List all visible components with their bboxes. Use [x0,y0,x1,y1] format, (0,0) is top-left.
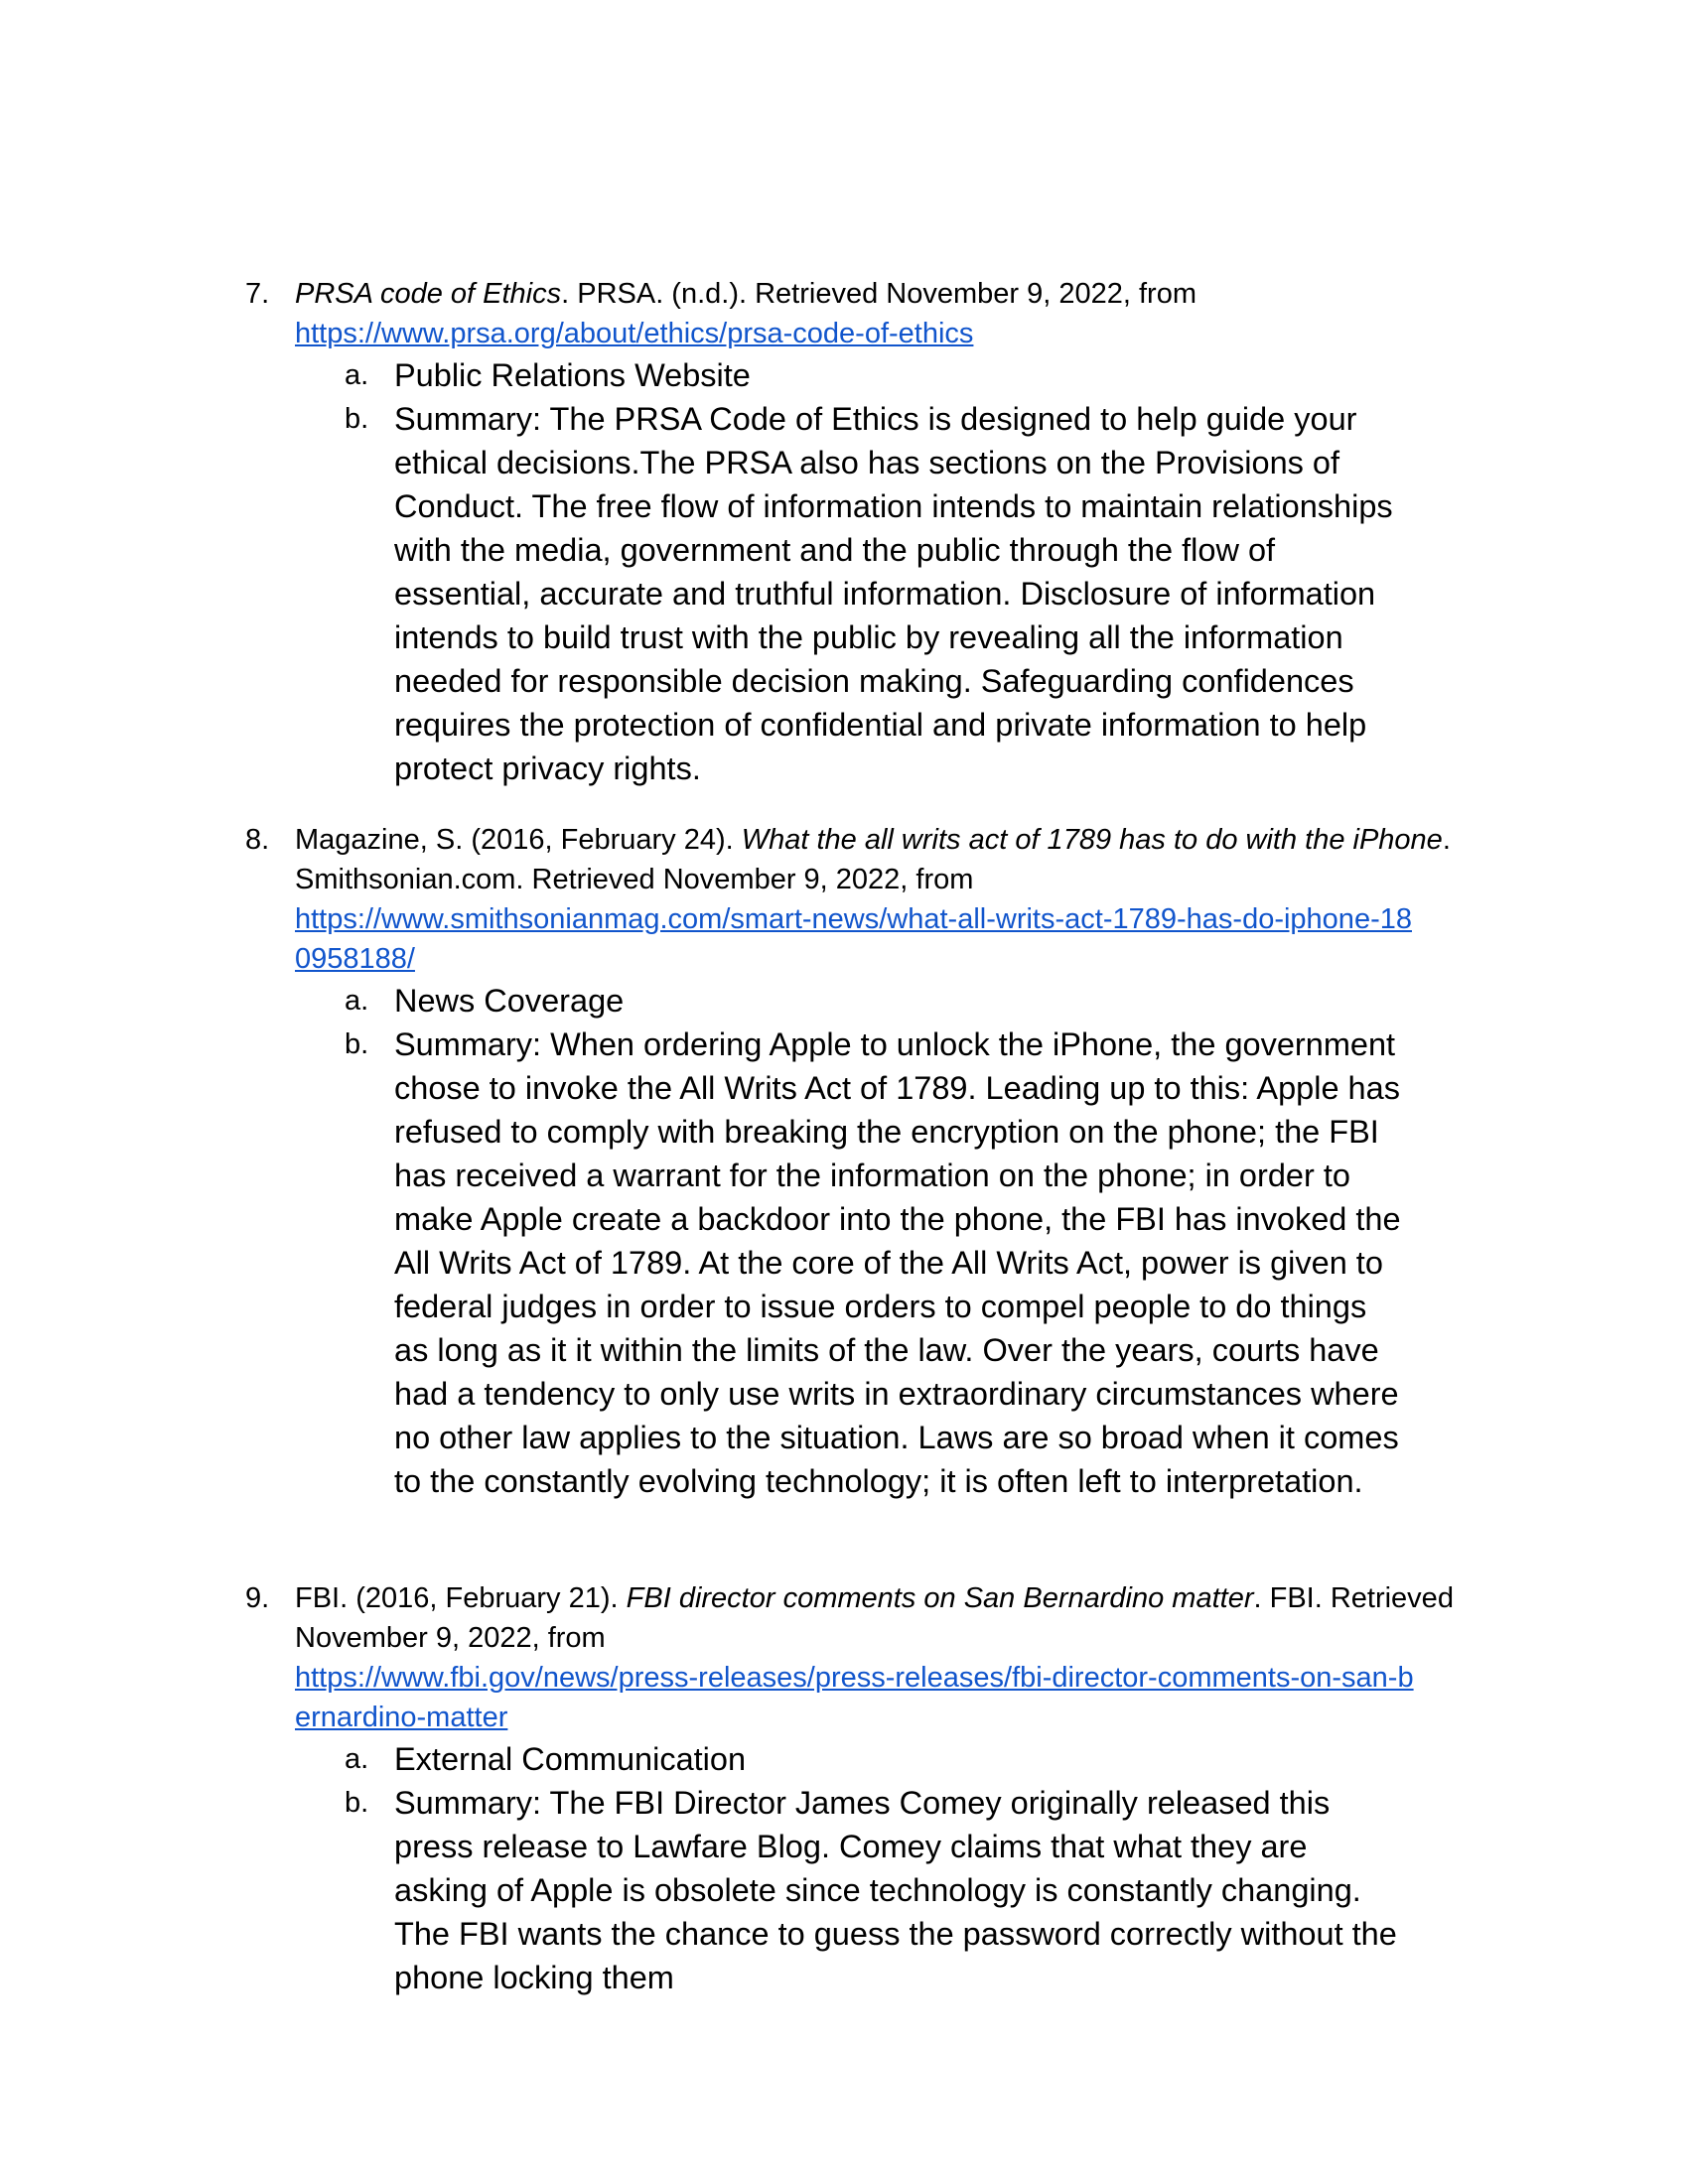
citation-text: . Smithsonian.com. Retrieved November 9, 2022, from [295,824,1451,895]
list-item [345,353,1407,397]
source-link[interactable]: https://www.fbi.gov/news/press-releases/press-releases/fbi-director-comments-on-san-b ernardino-matter [295,1662,1414,1733]
source-link[interactable]: https://www.prsa.org/about/ethics/prsa-code-of-ethics [295,318,974,349]
annotation-list [245,1737,1496,1999]
entry-number: 9. [245,1582,270,1614]
item-letter: b. [345,403,369,435]
source-link[interactable]: https://www.smithsonianmag.com/smart-news/what-all-writs-act-1789-has-do-iphone-18 0958188/ [295,903,1412,975]
citation-title: What the all writs act of 1789 has to do with the iPhone [741,824,1443,856]
list-item [345,1781,1407,1999]
list-item [345,979,1407,1023]
citation-title: FBI director comments on San Bernardino matter [626,1582,1254,1614]
citation-text: . FBI. Retrieved November 9, 2022, from [295,1582,1454,1654]
citation [295,1578,1477,1737]
citation-text: FBI. (2016, February 21). [295,1582,627,1614]
item-letter: b. [345,1028,369,1060]
reference-entry-8 [245,820,1496,1503]
item-letter: b. [345,1787,369,1819]
entry-number: 7. [245,278,270,310]
annotation-list [245,353,1496,790]
citation [295,820,1477,979]
summary-text: Summary: The PRSA Code of Ethics is designed to help guide your ethical decisions.The PRSA also has sections on the Provisions of Conduct. The free flow of information intends to maintain relationships with the media, government and the public through the flow of essential, accurate and truthful information. Disclosure of information intends to build trust with the public by revealing all the information needed for responsible decision making. Safeguarding confidences requires the protection of confidential and private information to help protect privacy rights. [394,401,1393,786]
summary-text: Summary: When ordering Apple to unlock the iPhone, the government chose to invoke the All Writs Act of 1789. Leading up to this: Apple has refused to comply with breaking the encryption on the phone; the FBI has received a warrant for the information on the phone; in order to make Apple create a backdoor into the phone, the FBI has invoked the All Writs Act of 1789. At the core of the All Writs Act, power is given to federal judges in order to issue orders to compel people to do things as long as it it within the limits of the law. Over the years, courts have had a tendency to only use writs in extraordinary circumstances where no other law applies to the situation. Laws are so broad when it comes to the constantly evolving technology; it is often left to interpretation. [394,1026,1401,1499]
item-text: News Coverage [394,983,625,1019]
list-item [345,1737,1407,1781]
citation-text: Magazine, S. (2016, February 24). [295,824,742,856]
summary-text: Summary: The FBI Director James Comey originally released this press release to Lawfare Blog. Comey claims that what they are asking of Apple is obsolete since technology is constantly changing. The FBI wants the chance to guess the password correctly without the phone locking them [394,1785,1397,1995]
item-letter: a. [345,1743,369,1775]
item-letter: a. [345,985,369,1017]
citation-title: PRSA code of Ethics [295,278,562,310]
annotation-list [245,979,1496,1503]
list-item [345,1023,1407,1503]
reference-entry-7 [245,274,1496,790]
entry-number: 8. [245,824,270,856]
reference-entry-9 [245,1578,1496,1999]
item-letter: a. [345,359,369,391]
item-text: External Communication [394,1741,747,1777]
list-item [345,397,1407,790]
citation [295,274,1477,353]
item-text: Public Relations Website [394,357,751,393]
citation-text: . PRSA. (n.d.). Retrieved November 9, 2022, from [561,278,1196,310]
